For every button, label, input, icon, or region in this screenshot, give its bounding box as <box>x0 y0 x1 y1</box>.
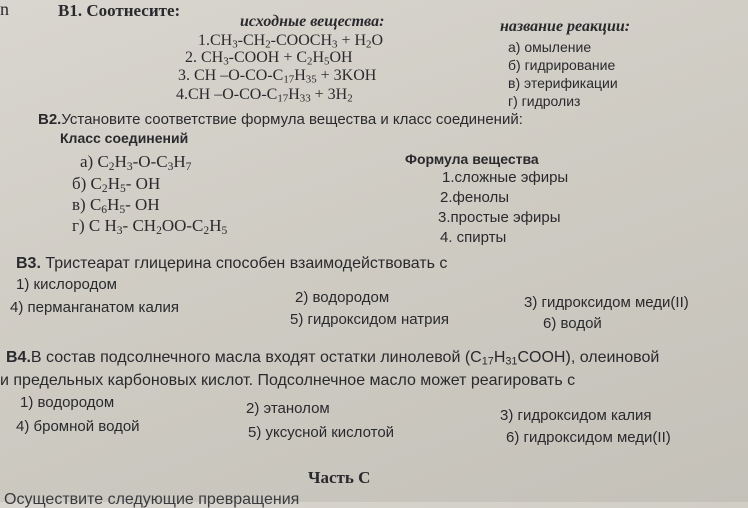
left-edge-fragment: n <box>0 0 9 19</box>
b2-class-3: 3.простые эфиры <box>438 209 561 226</box>
b4-option-1: 1) водородом <box>20 394 115 411</box>
b3-option-1: 1) кислородом <box>16 276 117 293</box>
b2-instruction: Установите соответствие формула вещества и класс соединений: <box>61 111 523 128</box>
b1-reactions-heading: название реакции: <box>500 18 631 35</box>
b4-option-5: 5) уксусной кислотой <box>248 424 395 441</box>
b4-line-2: и предельных карбоновых кислот. Подсолнечное масло может реагировать с <box>0 372 576 389</box>
b1-substance-3: 3. CH $-O-CO-C_{17}H_{35} + 3KOH$ <box>178 67 377 86</box>
b1-substance-4: 4.CH $-O-CO-C_{17}H_{33} + 3H_2$ <box>176 86 353 105</box>
b2-class-2: 2.фенолы <box>440 189 510 206</box>
b2-title <box>38 112 523 127</box>
b2-formula-b: б) $C_2H_5-$ OH <box>72 174 161 195</box>
b3-option-4: 4) перманганатом калия <box>10 299 180 316</box>
b4-option-4: 4) бромной водой <box>16 418 140 435</box>
b3-number: B3. <box>16 255 41 272</box>
b3-option-5: 5) гидроксидом натрия <box>290 311 449 328</box>
b3-option-6: 6) водой <box>543 315 602 332</box>
b3-option-3: 3) гидроксидом меди(II) <box>524 294 689 311</box>
b2-formula-d: г) C $H_3-$ $CH_2OO-C_2H_5$ <box>72 216 228 237</box>
b3-question: Тристеарат глицерина способен взаимодействовать с <box>40 255 448 272</box>
part-c-title: Часть С <box>308 468 371 487</box>
b2-class-4: 4. спирты <box>440 229 507 246</box>
b1-reaction-b: б) гидрирование <box>508 57 616 73</box>
b1-reaction-c: в) этерификации <box>508 75 618 91</box>
b2-class-heading: Класс соединений <box>60 130 189 146</box>
b4-option-2: 2) этанолом <box>246 400 330 417</box>
b1-reaction-d: г) гидролиз <box>508 93 581 109</box>
b1-title: B1. Соотнесите: <box>58 1 181 20</box>
b3-option-2: 2) водородом <box>295 289 390 306</box>
b2-class-1: 1.сложные эфиры <box>442 169 569 186</box>
b2-formula-heading: Формула вещества <box>405 151 539 167</box>
part-c-cut-line: Осуществите следующие превращения <box>4 491 300 508</box>
b2-formula-c: в) $C_6H_5-$ OH <box>72 195 160 216</box>
b4-option-3: 3) гидроксидом калия <box>500 407 652 424</box>
b4-number: B4. <box>6 349 31 366</box>
b1-substance-1: $1.CH_3-CH_2-COOCH_3 + H_2O$ <box>198 32 384 51</box>
b4-option-6: 6) гидроксидом меди(II) <box>506 429 671 446</box>
b1-substance-2: 2. $CH_3$-COOH + $C_2H_5OH$ <box>185 49 353 68</box>
b2-formula-a: а) $C_2H_3-O-C_3H_7$ <box>80 152 192 173</box>
b3-title <box>16 256 447 272</box>
b1-reaction-a: а) омыление <box>508 39 592 55</box>
b1-substances-heading: исходные вещества: <box>240 13 385 30</box>
b4-line-1: B4.В состав подсолнечного масла входят остатки линолевой $(C_{17}H_{31}COOH)$, олеиновой <box>6 349 660 368</box>
b2-number: B2. <box>38 111 62 128</box>
